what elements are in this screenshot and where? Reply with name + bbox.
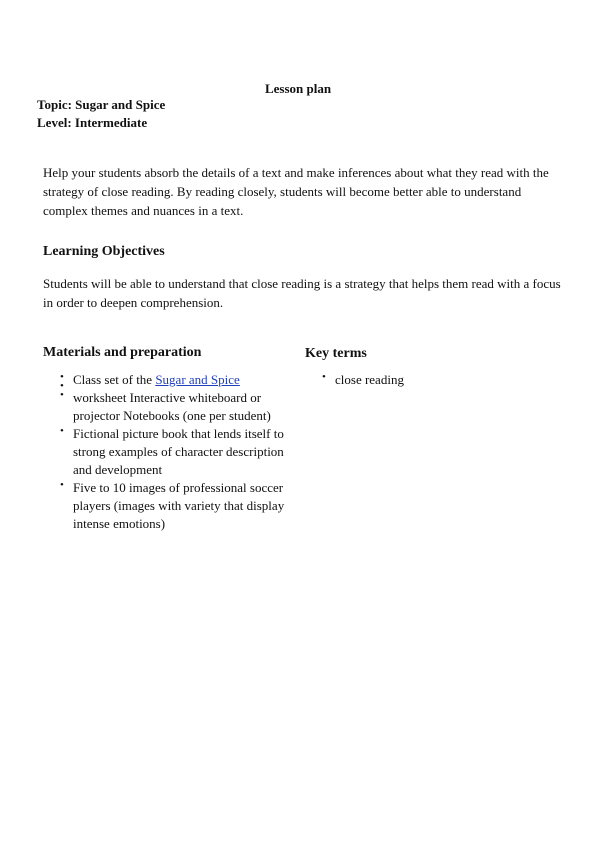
bullet-icon: • bbox=[60, 389, 64, 401]
sugar-and-spice-link[interactable]: Sugar and Spice bbox=[155, 372, 240, 387]
materials-item bbox=[60, 425, 290, 479]
materials-item-text: Fictional picture book that lends itself to strong examples of character description and development bbox=[73, 426, 284, 477]
materials-item bbox=[60, 479, 290, 533]
lesson-level: Level: Intermediate bbox=[37, 115, 148, 130]
lesson-topic: Topic: Sugar and Spice bbox=[37, 97, 166, 112]
key-terms-list bbox=[322, 371, 522, 389]
document-title: Lesson plan bbox=[264, 81, 332, 96]
materials-item-text: Class set of the bbox=[73, 372, 156, 387]
bullet-icon: • bbox=[60, 425, 64, 437]
intro-paragraph: Help your students absorb the details of a text and make inferences about what they read with the strategy of close reading. By reading closely, students will become better able to understand complex themes and nuances in a text. bbox=[43, 165, 549, 218]
key-term-text: close reading bbox=[335, 372, 404, 387]
bullet-icon: • bbox=[322, 371, 326, 383]
materials-list bbox=[60, 371, 290, 533]
learning-objectives-text: Students will be able to understand that close reading is a strategy that helps them read with a focus in order to deepen comprehension. bbox=[43, 276, 561, 310]
materials-item-text: worksheet Interactive whiteboard or projector Notebooks (one per student) bbox=[73, 390, 271, 423]
materials-item-text: Five to 10 images of professional soccer players (images with variety that display intense emotions) bbox=[73, 480, 285, 531]
bullet-icon: • bbox=[60, 380, 64, 392]
materials-item bbox=[60, 371, 290, 425]
learning-objectives-heading: Learning Objectives bbox=[43, 244, 165, 259]
key-terms-heading: Key terms bbox=[305, 346, 367, 361]
bullet-icon: • bbox=[60, 371, 64, 383]
materials-heading: Materials and preparation bbox=[43, 345, 202, 360]
bullet-icon: • bbox=[60, 479, 64, 491]
key-term-item bbox=[322, 371, 522, 389]
